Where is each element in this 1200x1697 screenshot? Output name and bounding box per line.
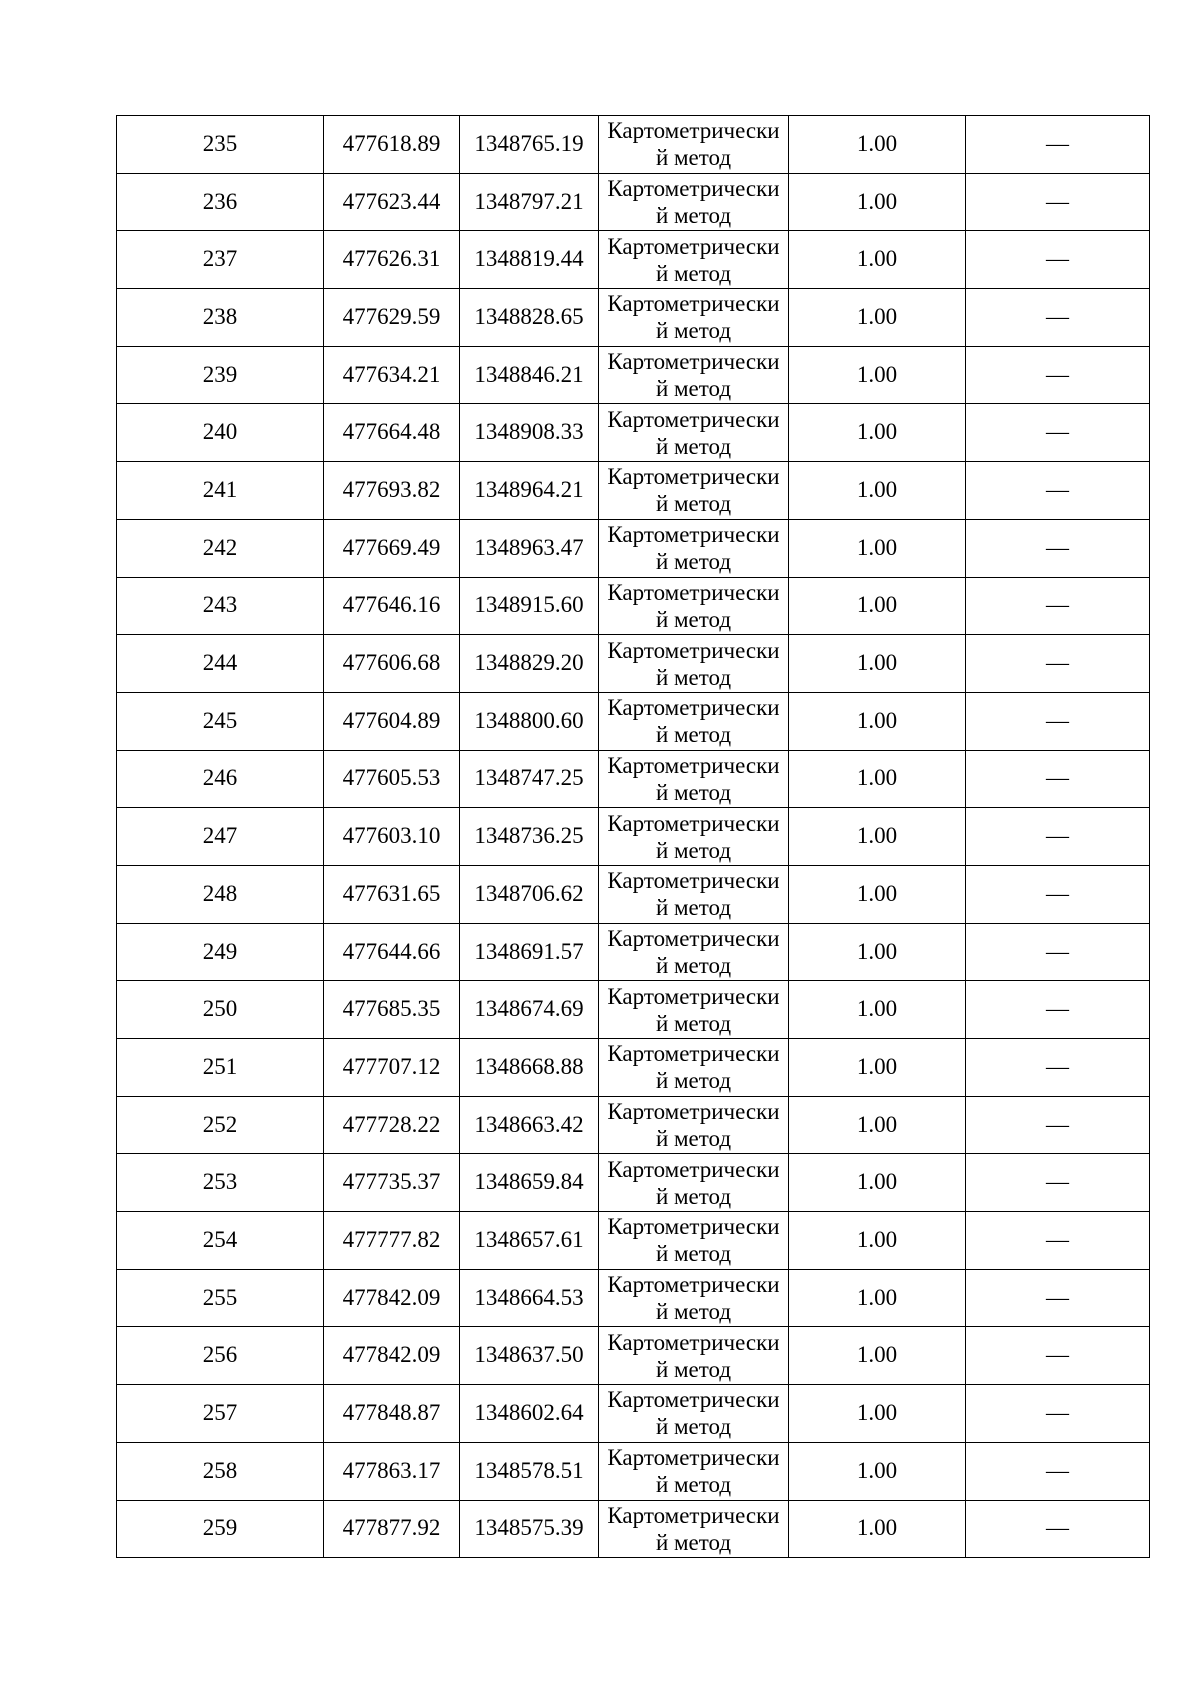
method-cell — [599, 173, 789, 231]
table-row — [117, 808, 1150, 866]
y-coordinate-cell: 1348602.64 — [460, 1385, 599, 1443]
method-text-line1: Картометрически — [607, 118, 780, 144]
point-number-cell: 256 — [117, 1327, 324, 1385]
method-text-line1: Картометрически — [607, 233, 780, 259]
method-cell — [599, 1327, 789, 1385]
table-row — [117, 289, 1150, 347]
method-cell — [599, 1385, 789, 1443]
method-text-line2: й метод — [655, 722, 732, 748]
x-coordinate-cell: 477626.31 — [324, 231, 460, 289]
method-text-line2: й метод — [655, 549, 732, 575]
point-number-cell: 235 — [117, 116, 324, 174]
y-coordinate-cell: 1348659.84 — [460, 1154, 599, 1212]
method-cell — [599, 462, 789, 520]
method-text-line2: й метод — [655, 1068, 732, 1094]
note-dash-cell: — — [966, 289, 1150, 347]
method-text-line2: й метод — [655, 145, 732, 171]
precision-cell: 1.00 — [789, 519, 966, 577]
point-number-cell: 239 — [117, 346, 324, 404]
precision-cell: 1.00 — [789, 1096, 966, 1154]
point-number-cell: 240 — [117, 404, 324, 462]
precision-cell: 1.00 — [789, 173, 966, 231]
y-coordinate-cell: 1348663.42 — [460, 1096, 599, 1154]
table-row — [117, 865, 1150, 923]
method-text-line1: Картометрически — [607, 1272, 780, 1298]
point-number-cell: 237 — [117, 231, 324, 289]
method-cell — [599, 1039, 789, 1097]
note-dash-cell: — — [966, 635, 1150, 693]
method-text-line1: Картометрически — [607, 1214, 780, 1240]
method-text-line2: й метод — [655, 1356, 732, 1382]
point-number-cell: 249 — [117, 923, 324, 981]
method-text-line1: Картометрически — [607, 1445, 780, 1471]
method-text-line2: й метод — [655, 1183, 732, 1209]
method-cell — [599, 404, 789, 462]
note-dash-cell: — — [966, 1096, 1150, 1154]
x-coordinate-cell: 477618.89 — [324, 116, 460, 174]
method-cell — [599, 692, 789, 750]
note-dash-cell: — — [966, 1500, 1150, 1558]
note-dash-cell: — — [966, 1154, 1150, 1212]
note-dash-cell: — — [966, 981, 1150, 1039]
x-coordinate-cell: 477842.09 — [324, 1327, 460, 1385]
method-cell — [599, 289, 789, 347]
method-text-line2: й метод — [655, 1241, 732, 1267]
x-coordinate-cell: 477644.66 — [324, 923, 460, 981]
method-text-line2: й метод — [655, 952, 732, 978]
method-text-line1: Картометрически — [607, 925, 780, 951]
table-row — [117, 750, 1150, 808]
precision-cell: 1.00 — [789, 462, 966, 520]
precision-cell: 1.00 — [789, 1269, 966, 1327]
method-text-line1: Картометрически — [607, 1502, 780, 1528]
point-number-cell: 252 — [117, 1096, 324, 1154]
note-dash-cell: — — [966, 865, 1150, 923]
point-number-cell: 258 — [117, 1442, 324, 1500]
method-text-line1: Картометрически — [607, 637, 780, 663]
precision-cell: 1.00 — [789, 577, 966, 635]
method-text-line2: й метод — [655, 1126, 732, 1152]
point-number-cell: 248 — [117, 865, 324, 923]
table-row — [117, 231, 1150, 289]
method-text-line1: Картометрически — [607, 349, 780, 375]
point-number-cell: 246 — [117, 750, 324, 808]
method-cell — [599, 1442, 789, 1500]
precision-cell: 1.00 — [789, 1212, 966, 1270]
x-coordinate-cell: 477777.82 — [324, 1212, 460, 1270]
precision-cell: 1.00 — [789, 692, 966, 750]
method-text-line2: й метод — [655, 895, 732, 921]
method-text-line2: й метод — [655, 203, 732, 229]
method-cell — [599, 923, 789, 981]
x-coordinate-cell: 477728.22 — [324, 1096, 460, 1154]
x-coordinate-cell: 477685.35 — [324, 981, 460, 1039]
method-text-line2: й метод — [655, 837, 732, 863]
method-text-line1: Картометрически — [607, 1156, 780, 1182]
x-coordinate-cell: 477605.53 — [324, 750, 460, 808]
method-cell — [599, 519, 789, 577]
method-text-line2: й метод — [655, 1472, 732, 1498]
point-number-cell: 257 — [117, 1385, 324, 1443]
y-coordinate-cell: 1348908.33 — [460, 404, 599, 462]
x-coordinate-cell: 477629.59 — [324, 289, 460, 347]
x-coordinate-cell: 477606.68 — [324, 635, 460, 693]
y-coordinate-cell: 1348828.65 — [460, 289, 599, 347]
x-coordinate-cell: 477735.37 — [324, 1154, 460, 1212]
y-coordinate-cell: 1348637.50 — [460, 1327, 599, 1385]
precision-cell: 1.00 — [789, 1385, 966, 1443]
x-coordinate-cell: 477631.65 — [324, 865, 460, 923]
method-text-line2: й метод — [655, 606, 732, 632]
note-dash-cell: — — [966, 1269, 1150, 1327]
note-dash-cell: — — [966, 1212, 1150, 1270]
precision-cell: 1.00 — [789, 1327, 966, 1385]
x-coordinate-cell: 477842.09 — [324, 1269, 460, 1327]
method-cell — [599, 1500, 789, 1558]
point-number-cell: 243 — [117, 577, 324, 635]
coordinates-table — [116, 115, 1150, 1558]
x-coordinate-cell: 477604.89 — [324, 692, 460, 750]
point-number-cell: 259 — [117, 1500, 324, 1558]
method-text-line2: й метод — [655, 376, 732, 402]
point-number-cell: 247 — [117, 808, 324, 866]
method-text-line1: Картометрически — [607, 1041, 780, 1067]
table-row — [117, 635, 1150, 693]
method-text-line1: Картометрически — [607, 1329, 780, 1355]
method-text-line2: й метод — [655, 1299, 732, 1325]
method-text-line2: й метод — [655, 318, 732, 344]
note-dash-cell: — — [966, 1039, 1150, 1097]
precision-cell: 1.00 — [789, 923, 966, 981]
point-number-cell: 251 — [117, 1039, 324, 1097]
precision-cell: 1.00 — [789, 231, 966, 289]
table-row — [117, 1385, 1150, 1443]
method-text-line1: Картометрически — [607, 176, 780, 202]
y-coordinate-cell: 1348800.60 — [460, 692, 599, 750]
y-coordinate-cell: 1348578.51 — [460, 1442, 599, 1500]
method-text-line2: й метод — [655, 491, 732, 517]
table-row — [117, 1039, 1150, 1097]
x-coordinate-cell: 477863.17 — [324, 1442, 460, 1500]
method-text-line1: Картометрически — [607, 406, 780, 432]
precision-cell: 1.00 — [789, 116, 966, 174]
y-coordinate-cell: 1348797.21 — [460, 173, 599, 231]
table-row — [117, 1500, 1150, 1558]
table-row — [117, 173, 1150, 231]
note-dash-cell: — — [966, 808, 1150, 866]
precision-cell: 1.00 — [789, 346, 966, 404]
precision-cell: 1.00 — [789, 635, 966, 693]
note-dash-cell: — — [966, 1385, 1150, 1443]
note-dash-cell: — — [966, 923, 1150, 981]
x-coordinate-cell: 477623.44 — [324, 173, 460, 231]
table-row — [117, 577, 1150, 635]
x-coordinate-cell: 477664.48 — [324, 404, 460, 462]
point-number-cell: 238 — [117, 289, 324, 347]
note-dash-cell: — — [966, 462, 1150, 520]
table-row — [117, 404, 1150, 462]
x-coordinate-cell: 477634.21 — [324, 346, 460, 404]
method-cell — [599, 1154, 789, 1212]
point-number-cell: 253 — [117, 1154, 324, 1212]
x-coordinate-cell: 477646.16 — [324, 577, 460, 635]
method-text-line1: Картометрически — [607, 579, 780, 605]
y-coordinate-cell: 1348964.21 — [460, 462, 599, 520]
y-coordinate-cell: 1348657.61 — [460, 1212, 599, 1270]
note-dash-cell: — — [966, 173, 1150, 231]
method-text-line2: й метод — [655, 779, 732, 805]
precision-cell: 1.00 — [789, 1442, 966, 1500]
method-cell — [599, 346, 789, 404]
x-coordinate-cell: 477603.10 — [324, 808, 460, 866]
note-dash-cell: — — [966, 346, 1150, 404]
method-text-line1: Картометрически — [607, 1387, 780, 1413]
method-cell — [599, 1096, 789, 1154]
coordinates-table-body — [117, 116, 1150, 1558]
y-coordinate-cell: 1348674.69 — [460, 981, 599, 1039]
table-row — [117, 1327, 1150, 1385]
method-cell — [599, 231, 789, 289]
method-cell — [599, 808, 789, 866]
precision-cell: 1.00 — [789, 1039, 966, 1097]
x-coordinate-cell: 477848.87 — [324, 1385, 460, 1443]
method-text-line1: Картометрически — [607, 983, 780, 1009]
table-row — [117, 923, 1150, 981]
table-row — [117, 1442, 1150, 1500]
method-text-line1: Картометрически — [607, 868, 780, 894]
precision-cell: 1.00 — [789, 1500, 966, 1558]
note-dash-cell: — — [966, 519, 1150, 577]
precision-cell: 1.00 — [789, 981, 966, 1039]
y-coordinate-cell: 1348846.21 — [460, 346, 599, 404]
method-cell — [599, 577, 789, 635]
table-row — [117, 462, 1150, 520]
method-text-line1: Картометрически — [607, 810, 780, 836]
method-text-line1: Картометрически — [607, 291, 780, 317]
y-coordinate-cell: 1348765.19 — [460, 116, 599, 174]
table-row — [117, 1096, 1150, 1154]
note-dash-cell: — — [966, 577, 1150, 635]
y-coordinate-cell: 1348819.44 — [460, 231, 599, 289]
point-number-cell: 245 — [117, 692, 324, 750]
table-row — [117, 692, 1150, 750]
method-text-line2: й метод — [655, 664, 732, 690]
method-cell — [599, 116, 789, 174]
point-number-cell: 241 — [117, 462, 324, 520]
x-coordinate-cell: 477707.12 — [324, 1039, 460, 1097]
y-coordinate-cell: 1348575.39 — [460, 1500, 599, 1558]
note-dash-cell: — — [966, 1442, 1150, 1500]
method-cell — [599, 981, 789, 1039]
y-coordinate-cell: 1348668.88 — [460, 1039, 599, 1097]
table-row — [117, 981, 1150, 1039]
y-coordinate-cell: 1348706.62 — [460, 865, 599, 923]
note-dash-cell: — — [966, 1327, 1150, 1385]
y-coordinate-cell: 1348664.53 — [460, 1269, 599, 1327]
note-dash-cell: — — [966, 231, 1150, 289]
note-dash-cell: — — [966, 404, 1150, 462]
table-row — [117, 346, 1150, 404]
point-number-cell: 236 — [117, 173, 324, 231]
y-coordinate-cell: 1348691.57 — [460, 923, 599, 981]
method-text-line1: Картометрически — [607, 695, 780, 721]
x-coordinate-cell: 477693.82 — [324, 462, 460, 520]
table-row — [117, 1154, 1150, 1212]
method-text-line2: й метод — [655, 260, 732, 286]
point-number-cell: 242 — [117, 519, 324, 577]
note-dash-cell: — — [966, 750, 1150, 808]
note-dash-cell: — — [966, 692, 1150, 750]
method-text-line1: Картометрически — [607, 464, 780, 490]
precision-cell: 1.00 — [789, 404, 966, 462]
method-cell — [599, 1269, 789, 1327]
y-coordinate-cell: 1348963.47 — [460, 519, 599, 577]
table-row — [117, 116, 1150, 174]
point-number-cell: 254 — [117, 1212, 324, 1270]
x-coordinate-cell: 477877.92 — [324, 1500, 460, 1558]
method-text-line1: Картометрически — [607, 522, 780, 548]
method-cell — [599, 750, 789, 808]
point-number-cell: 244 — [117, 635, 324, 693]
table-row — [117, 519, 1150, 577]
precision-cell: 1.00 — [789, 750, 966, 808]
method-text-line2: й метод — [655, 1414, 732, 1440]
table-row — [117, 1269, 1150, 1327]
x-coordinate-cell: 477669.49 — [324, 519, 460, 577]
y-coordinate-cell: 1348915.60 — [460, 577, 599, 635]
point-number-cell: 250 — [117, 981, 324, 1039]
method-cell — [599, 1212, 789, 1270]
method-text-line1: Картометрически — [607, 752, 780, 778]
precision-cell: 1.00 — [789, 1154, 966, 1212]
method-text-line2: й метод — [655, 1010, 732, 1036]
y-coordinate-cell: 1348736.25 — [460, 808, 599, 866]
y-coordinate-cell: 1348747.25 — [460, 750, 599, 808]
method-text-line2: й метод — [655, 433, 732, 459]
point-number-cell: 255 — [117, 1269, 324, 1327]
precision-cell: 1.00 — [789, 865, 966, 923]
method-text-line1: Картометрически — [607, 1099, 780, 1125]
note-dash-cell: — — [966, 116, 1150, 174]
method-text-line2: й метод — [655, 1529, 732, 1555]
precision-cell: 1.00 — [789, 289, 966, 347]
method-cell — [599, 865, 789, 923]
precision-cell: 1.00 — [789, 808, 966, 866]
table-row — [117, 1212, 1150, 1270]
y-coordinate-cell: 1348829.20 — [460, 635, 599, 693]
method-cell — [599, 635, 789, 693]
